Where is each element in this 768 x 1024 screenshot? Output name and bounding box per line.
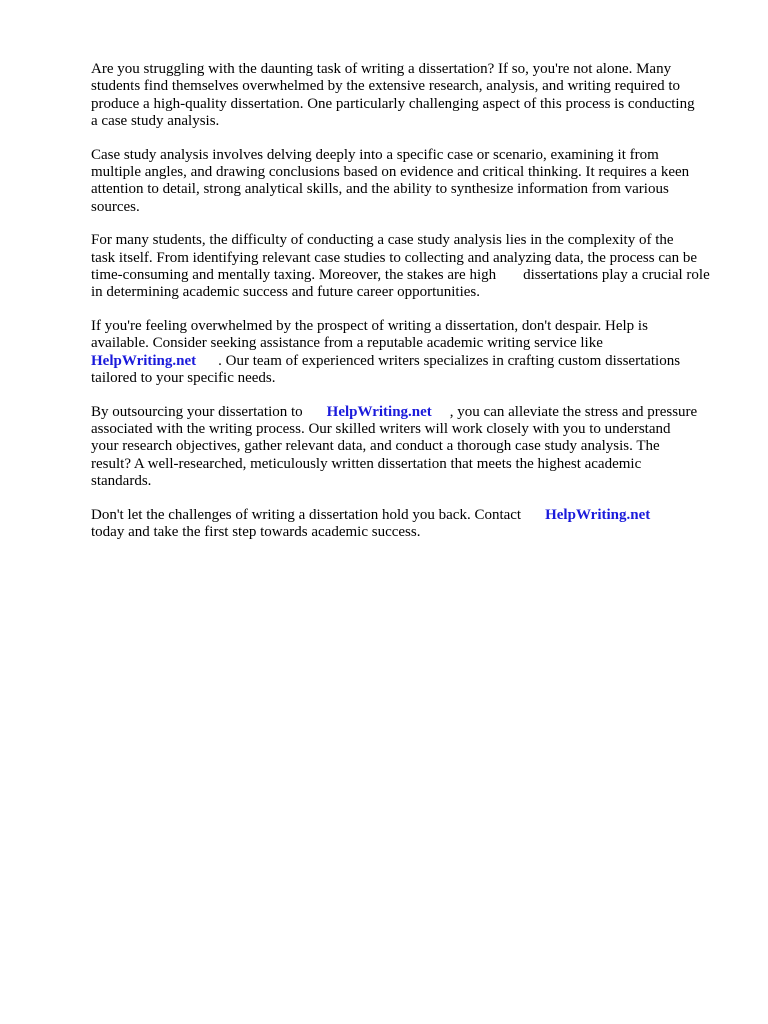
text-line [91,404,723,421]
text-line: standards. [91,473,152,490]
text-line: result? A well-researched, meticulously written dissertation that meets the highest academic [91,455,642,472]
text-line: Are you struggling with the daunting task of writing a dissertation? If so, you're not alone. Many [91,61,672,77]
text-line: available. Consider seeking assistance from a reputable academic writing service like [91,335,603,352]
document-page [91,61,723,557]
text-line: sources. [91,198,140,215]
text-segment: Don't let the challenges of writing a dissertation hold you back. Contact [91,506,522,523]
text-line: a case study analysis. [91,113,220,130]
text-line: multiple angles, and drawing conclusions based on evidence and critical thinking. It requires a keen [91,164,690,181]
text-line: in determining academic success and future career opportunities. [91,284,481,301]
text-segment: , you can alleviate the stress and pressure [449,403,698,420]
text-segment: dissertations play a crucial role [523,267,710,284]
text-line: students find themselves overwhelmed by the extensive research, analysis, and writing required to [91,78,680,95]
text-segment: time-consuming and mentally taxing. Moreover, the stakes are high [91,267,497,284]
text-line: attention to detail, strong analytical skills, and the ability to synthesize information from various [91,181,669,198]
text-segment: By outsourcing your dissertation to [91,403,303,420]
text-line: your research objectives, gather relevant data, and conduct a thorough case study analysis. The [91,438,660,455]
text-line [91,507,723,524]
text-line: associated with the writing process. Our skilled writers will work closely with you to understand [91,420,671,437]
text-line: task itself. From identifying relevant case studies to collecting and analyzing data, the process can be [91,249,698,266]
paragraph-contact [91,507,723,542]
helpwriting-link[interactable]: HelpWriting.net [545,506,651,523]
paragraph-case-study [91,147,723,217]
text-line: For many students, the difficulty of conducting a case study analysis lies in the complexity of the [91,232,674,249]
helpwriting-link[interactable]: HelpWriting.net [91,352,197,369]
text-line: Case study analysis involves delving deeply into a specific case or scenario, examining it from [91,146,659,163]
text-line [91,267,723,284]
paragraph-help [91,318,723,388]
text-line: tailored to your specific needs. [91,370,276,387]
text-line: produce a high-quality dissertation. One particularly challenging aspect of this process is conducting [91,95,695,112]
text-segment: . Our team of experienced writers specializes in crafting custom dissertations [218,352,681,369]
paragraph-outsourcing [91,404,723,491]
paragraph-difficulty [91,232,723,302]
paragraph-intro [91,61,723,131]
helpwriting-link[interactable]: HelpWriting.net [326,403,432,420]
text-line: today and take the first step towards academic success. [91,523,421,540]
text-line [91,353,723,370]
text-line: If you're feeling overwhelmed by the prospect of writing a dissertation, don't despair. Help is [91,317,648,334]
